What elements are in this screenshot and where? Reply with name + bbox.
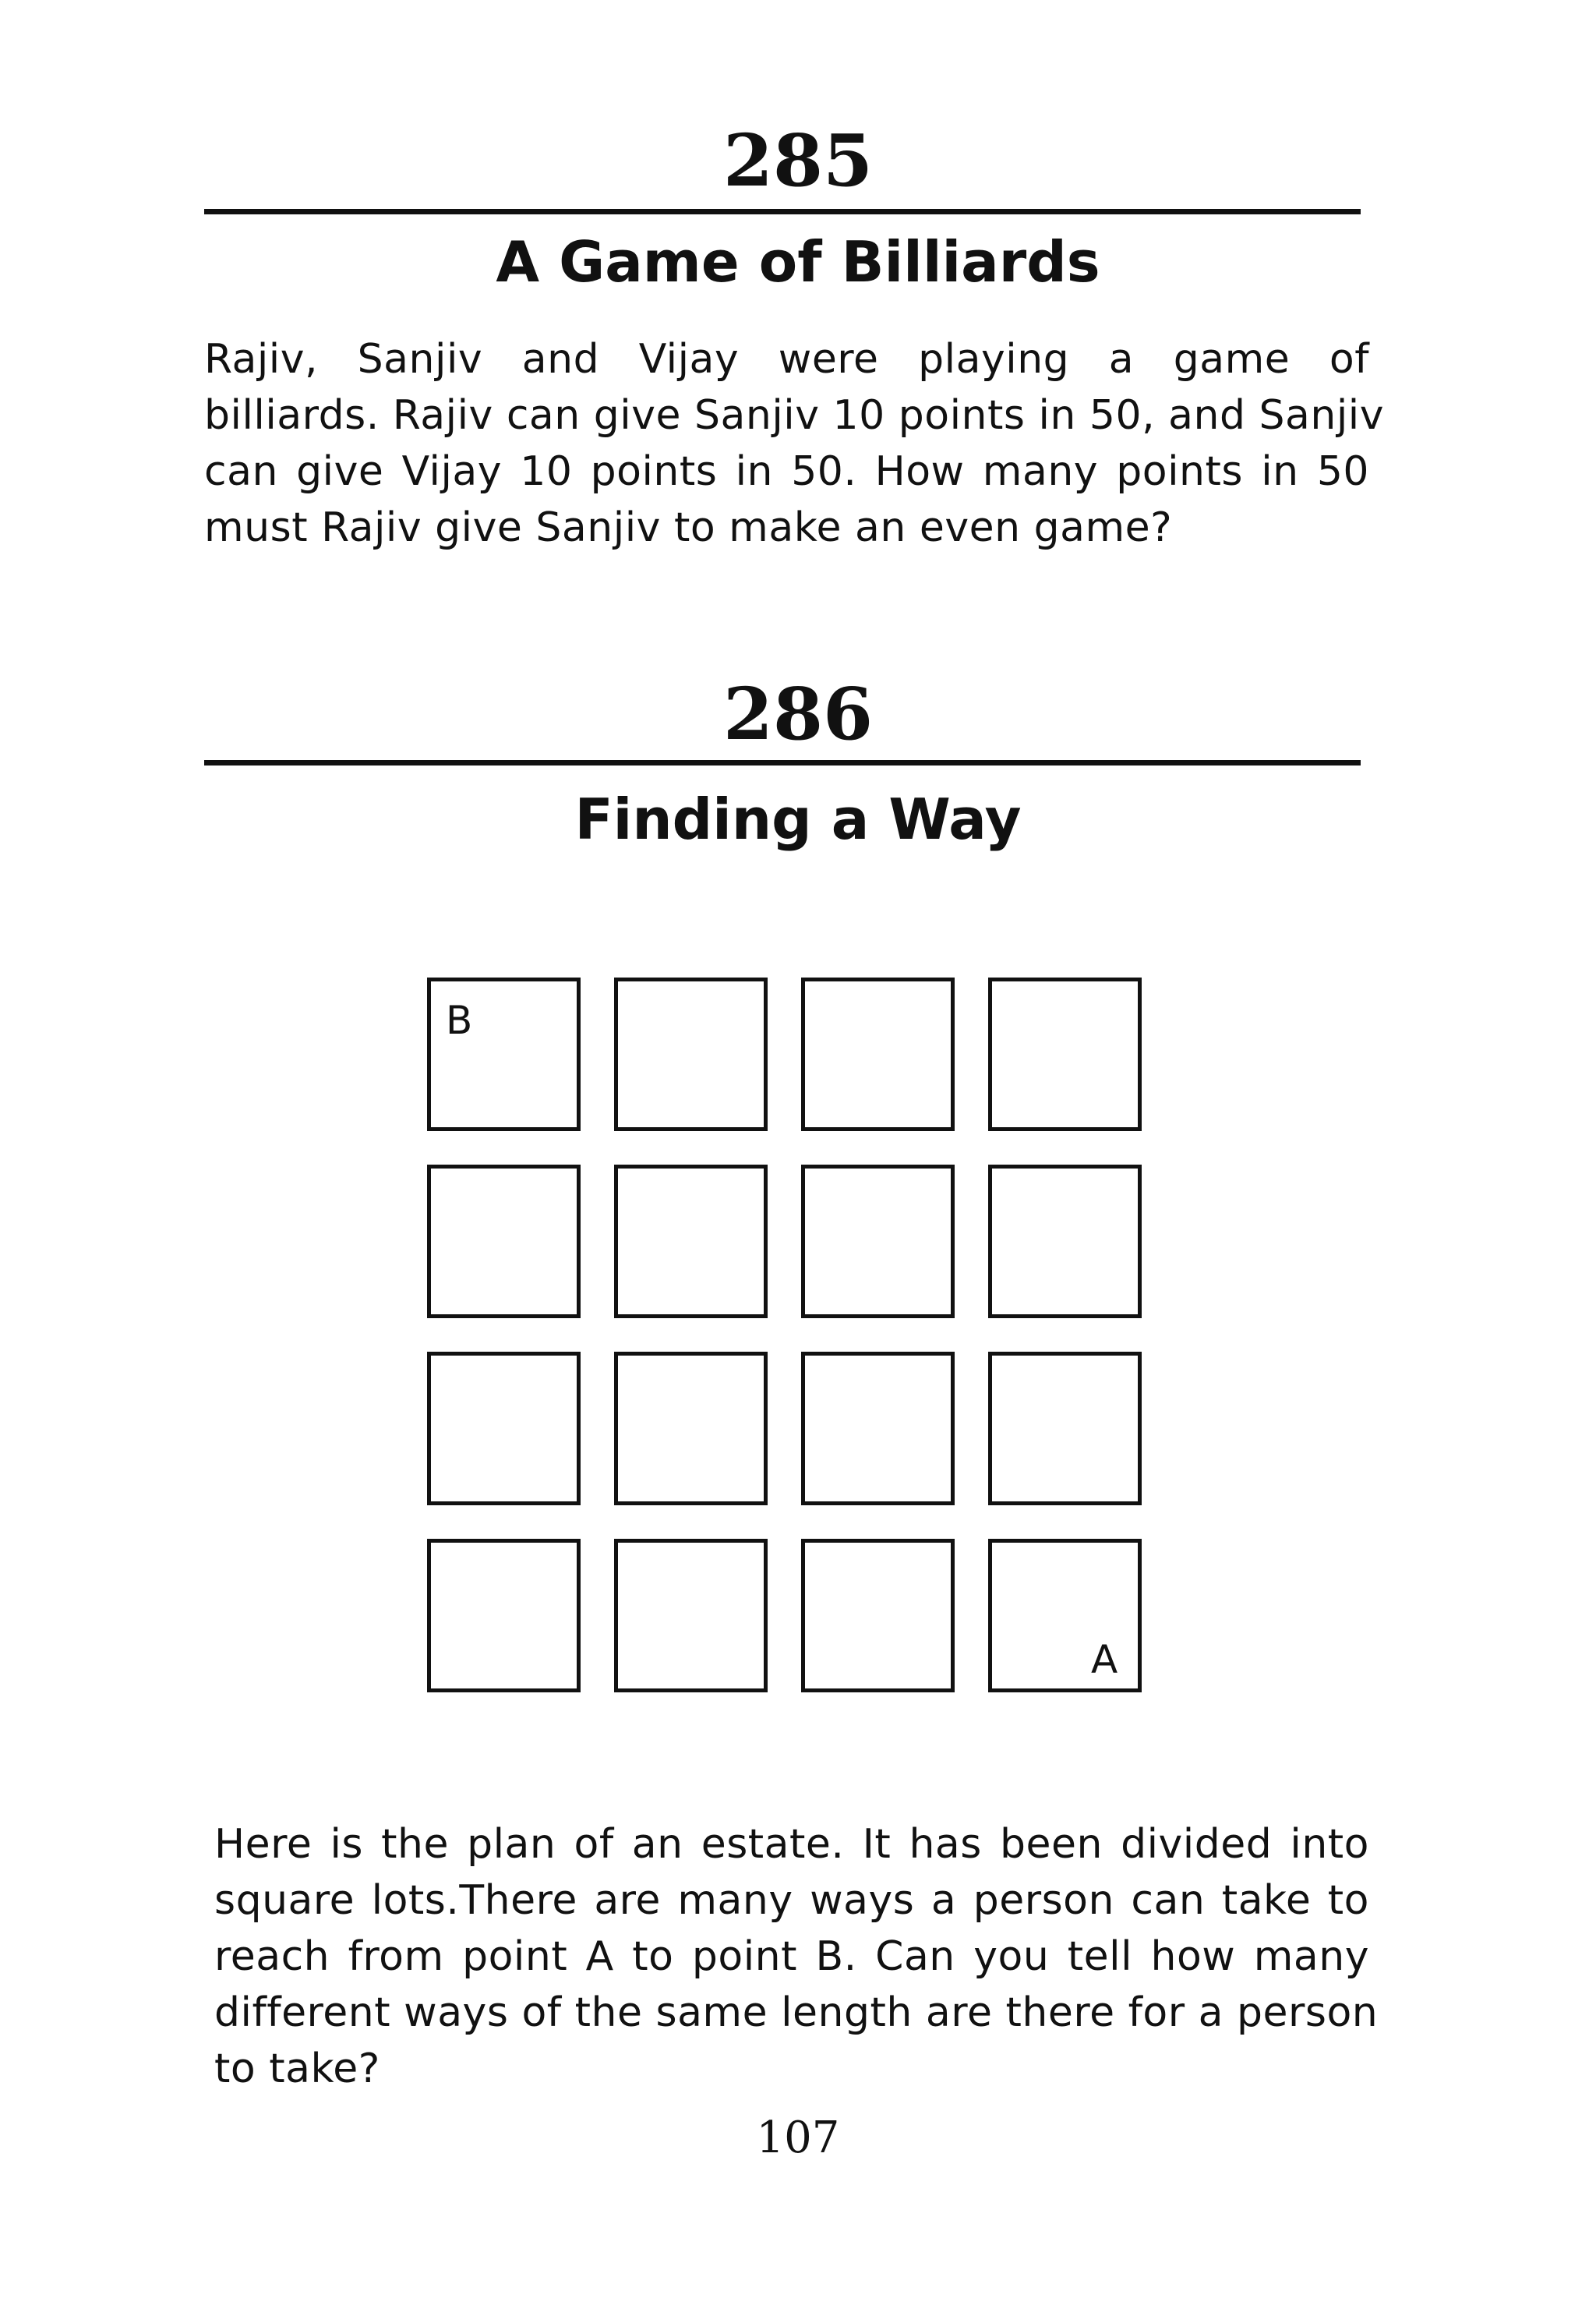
lot-r3-c1 xyxy=(427,1352,581,1505)
lot-r2-c4 xyxy=(988,1165,1142,1318)
question-line: to take? xyxy=(214,2045,380,2092)
lot-r2-c1 xyxy=(427,1165,581,1318)
lot-r4-c4 xyxy=(988,1539,1142,1692)
question-line: Here is the plan of an estate. It has been divided into xyxy=(214,1821,1369,1868)
page-number: 107 xyxy=(756,2113,840,2163)
puzzle-286-question xyxy=(214,1816,1379,2097)
puzzle-285-number: 285 xyxy=(722,118,874,203)
lot-r4-c1 xyxy=(427,1539,581,1692)
point-b-label: B xyxy=(446,998,473,1043)
question-line: reach from point A to point B. Can you tell how many xyxy=(214,1933,1369,1980)
lot-r3-c3 xyxy=(801,1352,955,1505)
lot-r4-c2 xyxy=(614,1539,768,1692)
puzzle-286-divider xyxy=(204,760,1361,765)
puzzle-285-title: A Game of Billiards xyxy=(496,229,1100,295)
puzzle-286-number: 286 xyxy=(722,672,874,756)
question-line: square lots.There are many ways a person can take to xyxy=(214,1877,1369,1924)
puzzle-285-divider xyxy=(204,209,1361,214)
lot-r1-c4 xyxy=(988,978,1142,1131)
estate-plan-grid xyxy=(427,978,1160,1707)
lot-r2-c3 xyxy=(801,1165,955,1318)
question-line: Rajiv, Sanjiv and Vijay were playing a game of xyxy=(204,336,1369,383)
puzzle-285-question xyxy=(204,331,1385,556)
question-line: billiards. Rajiv can give Sanjiv 10 points in 50, and Sanjiv xyxy=(204,392,1385,439)
puzzle-286-title: Finding a Way xyxy=(574,787,1022,852)
question-line: can give Vijay 10 points in 50. How many points in 50 xyxy=(204,448,1369,495)
lot-r1-c3 xyxy=(801,978,955,1131)
lot-r1-c2 xyxy=(614,978,768,1131)
lot-r3-c2 xyxy=(614,1352,768,1505)
lot-r2-c2 xyxy=(614,1165,768,1318)
question-line: must Rajiv give Sanjiv to make an even game? xyxy=(204,504,1173,551)
question-line: different ways of the same length are there for a person xyxy=(214,1989,1379,2036)
point-a-label: A xyxy=(1091,1637,1118,1682)
lot-r4-c3 xyxy=(801,1539,955,1692)
lot-r3-c4 xyxy=(988,1352,1142,1505)
